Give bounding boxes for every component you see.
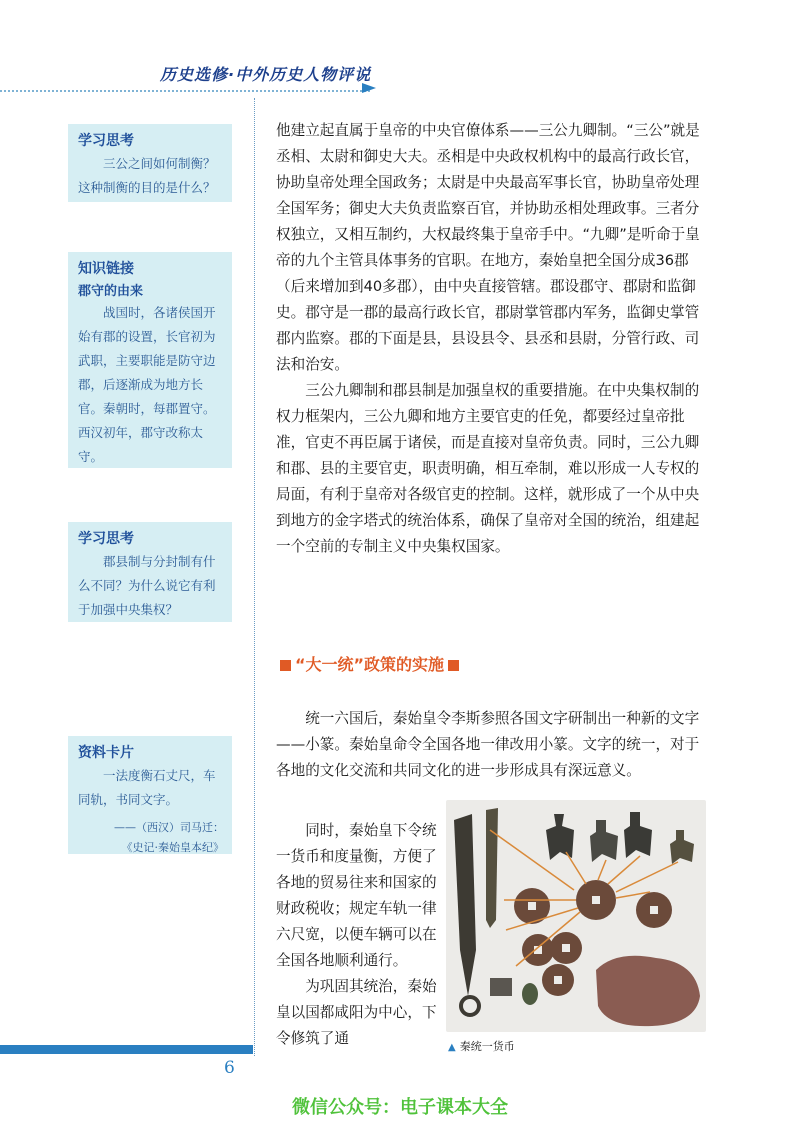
small-jade-piece [522,983,538,1005]
citation-source: 《史记·秦始皇本纪》 [121,841,224,854]
knife-coin-ring [461,997,479,1015]
citation-author: ——（西汉）司马迁： [114,821,224,834]
small-coin-block [490,978,512,996]
body-paragraph: 同时，秦始皇下令统一货币和度量衡，方便了各地的贸易往来和国家的财政税收；规定车轨一律六尺宽，以便车辆可以在全国各地顺利通行。 [276,822,437,969]
column-divider [254,98,255,1056]
page-header [0,40,800,100]
page-number: 6 [224,1058,235,1078]
coin-illustration [446,800,706,1032]
sidebar-box-subtitle: 郡守的由来 [78,284,144,299]
sidebar-box-knowledge-link [68,252,232,468]
sidebar-box-title: 资料卡片 [78,745,134,761]
knife-coin-1 [454,814,476,996]
knife-coin-2 [486,808,498,928]
sidebar-box-body: 郡县制与分封制有什么不同？为什么说它有利于加强中央集权？ [78,554,216,617]
figure-caption [448,1038,515,1054]
header-dotted-rule [0,90,370,92]
square-bullet-icon [448,660,459,671]
section-heading [276,652,463,675]
sidebar-box-citation [68,818,232,866]
watermark-text: 微信公众号：电子课本大全 [292,1097,508,1118]
main-text-block-2 [276,706,710,784]
figure-caption-text: 秦统一货币 [459,1040,515,1053]
body-paragraph: 他建立起直属于皇帝的中央官僚体系——三公九卿制。“三公”就是丞相、太尉和御史大夫。丞相是中央政权机构中的最高行政长官，协助皇帝处理全国政务；太尉是中央最高军事长官，协助皇帝处理全国军务；御史大夫负责监察百官，并协助丞相处理政事。三者分权独立，又相互制约，大权最终集于皇帝手中。“九卿”是听命于皇帝的九个主管具体事务的官职。在地方，秦始皇把全国分成36郡（后来增加到40多郡），由中央直接管辖。郡设郡守、郡尉和监御史。郡守是一郡的最高行政长官，郡尉掌管郡内军务，监御史掌管郡内监察。郡的下面是县，县设县令、县丞和县尉，分管行政、司法和治安。 [276,122,700,373]
body-paragraph: 为巩固其统治，秦始皇以国都咸阳为中心，下令修筑了通 [276,978,437,1047]
sidebar-box-body: 三公之间如何制衡？这种制衡的目的是什么？ [78,156,216,195]
sidebar-box-study-thinking-2 [68,522,232,622]
sidebar-box-title: 学习思考 [78,133,134,149]
body-paragraph: 三公九卿制和郡县制是加强皇权的重要措施。在中央集权制的权力框架内，三公九卿和地方主要官吏的任免，都要经过皇帝批准，官吏不再臣属于诸侯，而是直接对皇帝负责。同时，三公九卿和郡、县的主要官吏，职责明确，相互牵制，难以形成一人专权的局面，有利于皇帝对各级官吏的控制。这样，就形成了一个从中央到地方的金字塔式的统治体系，确保了皇帝对全国的统治，组建起一个空前的专制主义中央集权国家。 [276,382,700,555]
spade-coin-1 [546,814,574,860]
sidebar-box-title: 学习思考 [78,531,134,547]
spade-coin-3 [624,812,652,858]
sidebar-box-title: 知识链接 [78,261,134,277]
footer-bar [0,1045,253,1054]
body-paragraph: 统一六国后，秦始皇令李斯参照各国文字研制出一种新的文字——小篆。秦始皇命令全国各地一律改用小篆。文字的统一，对于各地的文化交流和共同文化的进一步形成具有深远意义。 [276,710,700,779]
main-text-block-1 [276,118,710,560]
square-bullet-icon [280,660,291,671]
sidebar-box-body: 战国时，各诸侯国开始有郡的设置，长官初为武职，主要职能是防守边郡，后逐渐成为地方长官。秦朝时，每郡置守。西汉初年，郡守改称太守。 [78,305,216,464]
spade-coin-4 [670,830,694,864]
triangle-marker-icon: ▲ [448,1042,456,1053]
section-heading-text: “大一统”政策的实施 [295,655,445,674]
large-coin-block [596,956,700,1026]
header-arrow-icon [362,83,376,93]
wrapped-text-block [276,818,438,1052]
spade-coin-2 [590,820,618,862]
sidebar-box-material-card [68,736,232,854]
header-title: 历史选修·中外历史人物评说 [160,65,372,84]
sidebar-box-study-thinking-1 [68,124,232,202]
coin-photo [446,800,706,1032]
sidebar-box-body: 一法度衡石丈尺，车同轨，书同文字。 [78,768,216,807]
